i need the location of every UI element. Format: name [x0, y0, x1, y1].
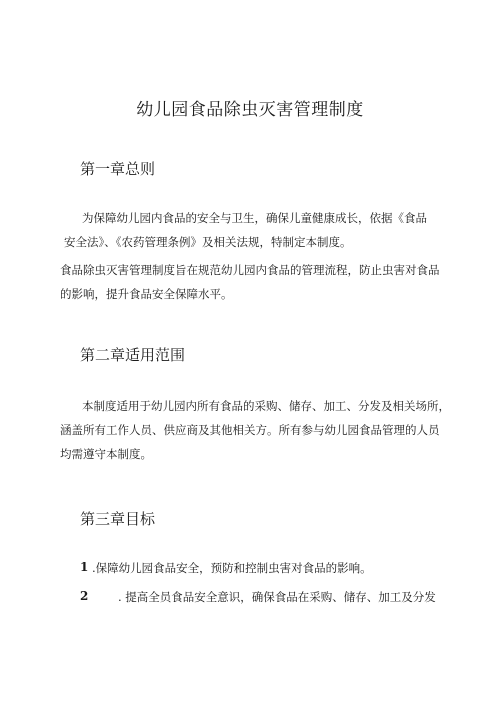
paragraph-line: 涵盖所有工作人员、供应商及其他相关方。所有参与幼儿园食品管理的人员	[60, 423, 440, 437]
chapter-1-paragraph-1	[60, 206, 460, 254]
paragraph-line: 安全法》、《农药管理条例》及相关法规，特制定本制度。	[64, 235, 352, 249]
paragraph-line: 均需遵守本制度。	[60, 447, 152, 461]
chapter-3-heading: 第三章目标	[80, 510, 156, 528]
document-title: 幼儿园食品除虫灭害管理制度	[136, 100, 364, 120]
list-item-number: 1	[80, 560, 89, 574]
chapter-2-paragraph-1	[60, 394, 460, 466]
chapter-1-paragraph-2	[60, 258, 460, 306]
list-item-number: 2	[80, 589, 89, 603]
chapter-2-heading: 第二章适用范围	[80, 346, 186, 364]
paragraph-line: 食品除虫灭害管理制度旨在规范幼儿园内食品的管理流程，防止虫害对食品	[60, 263, 440, 277]
chapter-1-heading: 第一章总则	[80, 160, 156, 178]
list-item-text: .保障幼儿园食品安全，预防和控制虫害对食品的影响。	[92, 561, 372, 575]
paragraph-line: 为保障幼儿园内食品的安全与卫生，确保儿童健康成长，依据《食品	[82, 211, 427, 225]
paragraph-line: 的影响，提升食品安全保障水平。	[60, 287, 233, 301]
list-item-text: . 提高全员食品安全意识，确保食品在采购、储存、加工及分发	[118, 590, 436, 604]
paragraph-line: 本制度适用于幼儿园内所有食品的采购、储存、加工、分发及相关场所，	[82, 399, 450, 413]
